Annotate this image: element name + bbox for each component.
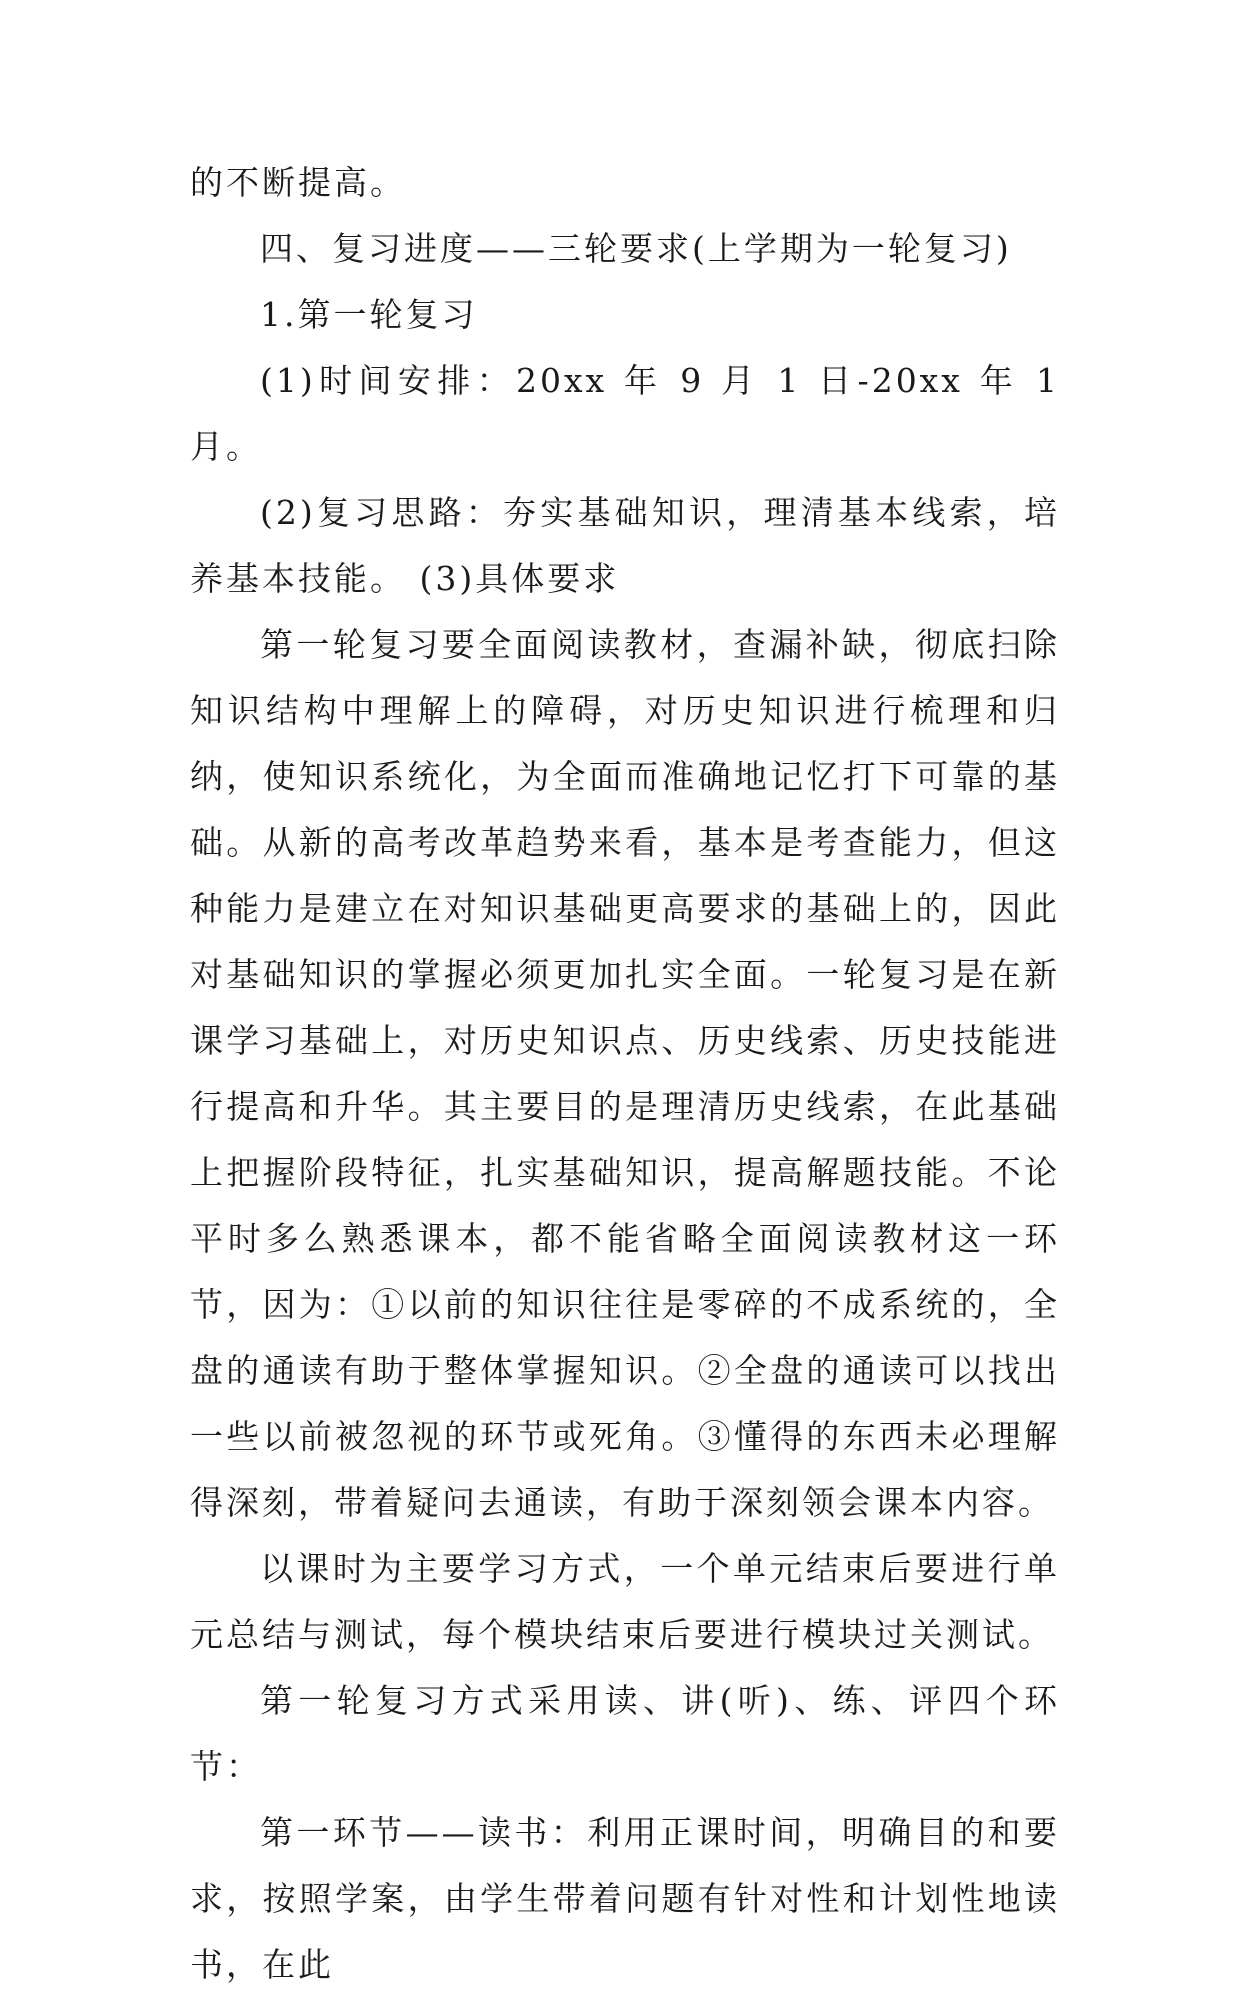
- section-heading-review-schedule: 四、复习进度——三轮要求(上学期为一轮复习): [260, 229, 1012, 268]
- paragraph-time-arrangement: (1)时间安排：20xx 年 9 月 1 日-20xx 年 1 月。: [190, 361, 1060, 466]
- paragraph-lesson-method: 以课时为主要学习方式，一个单元结束后要进行单元总结与测试，每个模块结束后要进行模块过关测试。: [190, 1549, 1060, 1654]
- paragraph-step-one-reading: 第一环节——读书：利用正课时间，明确目的和要求，按照学案，由学生带着问题有针对性和计划性地读书，在此: [190, 1813, 1060, 1984]
- paragraph-continuation: 的不断提高。: [190, 163, 406, 202]
- paragraph-review-approach: (2)复习思路：夯实基础知识，理清基本线索，培养基本技能。 (3)具体要求: [190, 493, 1060, 598]
- paragraph-first-round-details: 第一轮复习要全面阅读教材，查漏补缺，彻底扫除知识结构中理解上的障碍，对历史知识进行梳理和归纳，使知识系统化，为全面而准确地记忆打下可靠的基础。从新的高考改革趋势来看，基本是考查能力，但这种能力是建立在对知识基础更高要求的基础上的，因此对基础知识的掌握必须更加扎实全面。一轮复习是在新课学习基础上，对历史知识点、历史线索、历史技能进行提高和升华。其主要目的是理清历史线索，在此基础上把握阶段特征，扎实基础知识，提高解题技能。不论平时多么熟悉课本，都不能省略全面阅读教材这一环节，因为：①以前的知识往往是零碎的不成系统的，全盘的通读有助于整体掌握知识。②全盘的通读可以找出一些以前被忽视的环节或死角。③懂得的东西未必理解得深刻，带着疑问去通读，有助于深刻领会课本内容。: [190, 625, 1060, 1522]
- paragraph-four-steps: 第一轮复习方式采用读、讲(听)、练、评四个环节：: [190, 1681, 1060, 1786]
- document-body: [190, 150, 1060, 1998]
- subheading-first-round-review: 1.第一轮复习: [260, 295, 478, 334]
